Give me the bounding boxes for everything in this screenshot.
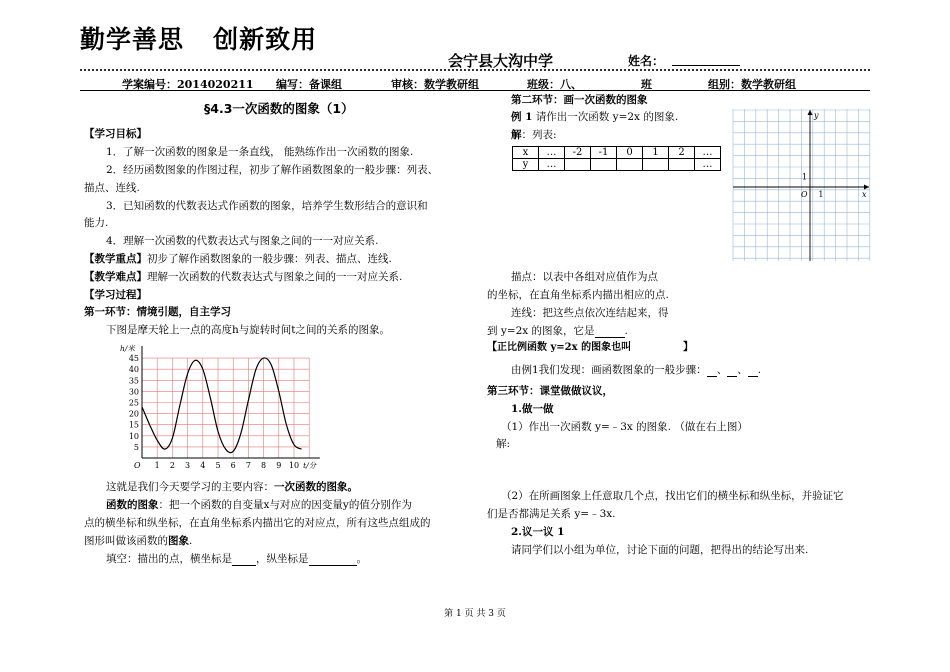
name-blank[interactable] [672, 65, 740, 66]
table-row-x [513, 147, 721, 159]
table-cell: 1 [643, 147, 669, 159]
table-cell: -2 [565, 147, 591, 159]
goal-2a: 2．经历函数图象的作图过程，初步了解作函数图象的一般步骤：列表、 [106, 164, 439, 176]
school-name: 会宁县大沟中学 [448, 52, 554, 70]
y-tick-label: 35 [128, 376, 139, 386]
height-series-line [142, 358, 302, 453]
origin-label: O [134, 461, 141, 470]
fill-a: 填空：描出的点，横坐标是 [106, 553, 232, 565]
discover-blank-1[interactable] [707, 365, 717, 377]
connect-blank[interactable] [595, 326, 625, 338]
discuss-text: 请同学们以小组为单位，讨论下面的问题，把得出的结论写出来. [511, 544, 809, 556]
x-tick-label: 3 [185, 461, 191, 470]
x-tick-label: 1 [818, 190, 824, 199]
para2-d: 图形叫做该函数的 [84, 535, 168, 547]
x-tick-label: 1 [154, 461, 160, 470]
y-tick-label: 5 [133, 442, 139, 452]
focus-label: 【教学重点】 [84, 253, 147, 265]
y-tick-label: 45 [128, 354, 139, 364]
x-tick-label: 6 [230, 461, 236, 470]
solution-label: 解 [511, 129, 522, 141]
table-cell: y [513, 159, 539, 171]
fill-line [106, 552, 367, 566]
table-cell: 0 [617, 147, 643, 159]
y-tick-label: 40 [128, 365, 139, 375]
coordinate-grid [731, 107, 871, 263]
focus-text: 初步了解作函数图象的一般步骤：列表、描点、连线. [147, 253, 392, 265]
question-1: （1）作出一次函数 y=﹣3x 的图象. （做在右上图） [501, 421, 748, 433]
y-tick-label: 20 [128, 409, 139, 419]
table-row-y [513, 159, 721, 171]
page-footer: 第 1 页 共 3 页 [444, 609, 506, 619]
discover-d: . [757, 364, 762, 376]
lesson-title: §4.3一次函数的图象（1） [204, 101, 354, 116]
goal-3b: 能力. [84, 217, 109, 229]
y-tick-label: 15 [128, 420, 139, 430]
discover-blank-2[interactable] [727, 365, 737, 377]
table-cell-blank[interactable] [591, 159, 617, 171]
info-author: 编写：备课组 [276, 78, 342, 91]
bracket-b: 】 [683, 342, 694, 353]
para1 [106, 480, 358, 494]
motto: 勤学善思 创新致用 [80, 25, 318, 54]
table-cell: … [539, 147, 565, 159]
bracket-a: 【正比例函数 y=2x 的图象也叫 [487, 342, 632, 353]
example1-text: 请作出一次函数 y=2x 的图象. [535, 111, 679, 123]
y-tick-label: 30 [128, 387, 139, 397]
x-tick-label: 9 [276, 461, 282, 470]
table-cell: 2 [669, 147, 695, 159]
goal-1: 1．了解一次函数的图象是一条直线， 能熟练作出一次函数的图象. [106, 146, 414, 158]
para2-e: 图象 [168, 535, 189, 547]
para2-f: . [189, 535, 193, 547]
discover-b: 、 [716, 364, 728, 376]
info-divider [80, 90, 870, 91]
x-tick-label: 8 [261, 461, 267, 470]
name-label: 姓名： [628, 54, 665, 68]
question-2b: 们是否都满足关系 y=﹣3x. [487, 508, 616, 520]
question-1-solution: 解: [496, 438, 511, 450]
step1-heading: 第一环节：情境引题，自主学习 [84, 306, 231, 318]
solution-text: ：列表: [521, 129, 557, 141]
value-table [512, 146, 721, 171]
info-bar [80, 73, 870, 90]
fill-blank-y[interactable] [309, 554, 357, 566]
x-tick-label: 4 [200, 461, 206, 470]
question-2a: （2）在所画图象上任意取几个点，找出它们的横坐标和纵坐标，并验证它 [501, 490, 844, 502]
goal-2b: 描点、连线. [84, 182, 140, 194]
info-review: 审核：数学教研组 [391, 78, 479, 91]
para2-b: ：把一个函数的自变量x与对应的因变量y的值分别作为 [158, 499, 412, 511]
x-axis-label: x [862, 190, 867, 199]
connect-b2: . [624, 325, 628, 337]
discover-line [511, 363, 761, 377]
para1-a: 这就是我们今天要学习的主要内容： [106, 481, 274, 493]
difficulty-label: 【教学难点】 [84, 271, 147, 283]
goal-4: 4．理解一次函数的代数表达式与图象之间的一一对应关系. [106, 235, 379, 247]
fill-blank-x[interactable] [232, 554, 256, 566]
example1 [511, 110, 678, 124]
discover-blank-3[interactable] [748, 365, 758, 377]
para2-line1 [106, 498, 412, 512]
para1-b: 一次函数的图象。 [274, 481, 358, 493]
table-cell: … [695, 147, 721, 159]
x-tick-label: 10 [288, 461, 300, 470]
process-heading: 【学习过程】 [84, 289, 147, 301]
table-cell: x [513, 147, 539, 159]
info-code: 学案编号：2014020211 [122, 78, 254, 91]
y-tick-label: 25 [128, 398, 139, 408]
difficulty-text: 理解一次函数的代数表达式与图象之间的一一对应关系. [147, 271, 403, 283]
info-class-suffix: 班 [641, 78, 652, 91]
x-axis-label: t/分 [303, 461, 317, 470]
goals-heading: 【学习目标】 [84, 128, 147, 140]
plot-b: 的坐标，在直角坐标系内描出相应的点. [487, 289, 669, 301]
step3-heading: 第三环节：课堂做做议议， [487, 385, 613, 397]
difficulty-line [84, 270, 402, 284]
y-axis-arrow [808, 110, 813, 115]
ferris-wheel-chart [116, 342, 326, 470]
table-cell-blank[interactable] [643, 159, 669, 171]
para2-line3 [84, 534, 192, 548]
plot-a: 描点：以表中各组对应值作为点 [511, 271, 658, 283]
dotted-divider [80, 69, 870, 71]
info-group: 组别：数学教研组 [708, 78, 796, 91]
x-axis-arrow [864, 185, 869, 190]
sub-2: 2.议一议 1 [511, 526, 565, 538]
example1-label: 例 1 [511, 111, 533, 123]
table-cell-blank[interactable] [565, 159, 591, 171]
table-cell: … [539, 159, 565, 171]
goal-3a: 3．已知函数的代数表达式作函数的图象，培养学生数形结合的意识和 [106, 200, 428, 212]
x-tick-label: 2 [169, 461, 175, 470]
bracket-line [487, 341, 693, 355]
table-cell: … [695, 159, 721, 171]
table-cell-blank[interactable] [669, 159, 695, 171]
focus-line [84, 252, 392, 266]
connect-b1: 到 y=2x 的图象，它是 [487, 325, 595, 337]
x-tick-label: 7 [245, 461, 251, 470]
y-tick-label: 1 [802, 172, 808, 182]
fill-b: ，纵坐标是 [256, 553, 309, 565]
table-cell-blank[interactable] [617, 159, 643, 171]
step2-heading: 第二环节：画一次函数的图象 [511, 94, 648, 106]
fill-c: 。 [356, 553, 367, 565]
sub-1: 1.做一做 [511, 403, 554, 415]
table-cell: -1 [591, 147, 617, 159]
x-tick-label: 5 [215, 461, 221, 470]
solution-line [511, 128, 557, 142]
y-axis-label: y [814, 111, 819, 120]
origin-label: O [801, 190, 808, 199]
para2-term: 函数的图象 [106, 499, 159, 511]
connect-line [487, 324, 628, 338]
y-axis-label: h/米 [120, 344, 135, 353]
para2-line2: 点的横坐标和纵坐标，在直角坐标系内描出它的对应点，所有这些点组成的 [84, 517, 431, 529]
step1-text: 下图是摩天轮上一点的高度h与旋转时间t之间的关系的图象。 [106, 324, 390, 336]
connect-a: 连线：把这些点依次连结起来，得 [511, 307, 669, 319]
info-class: 班级：八、 [527, 78, 582, 91]
discover-c: 、 [737, 364, 748, 376]
y-tick-label: 10 [128, 431, 139, 441]
discover-a: 由例1我们发现：画函数图象的一般步骤： [511, 364, 707, 376]
